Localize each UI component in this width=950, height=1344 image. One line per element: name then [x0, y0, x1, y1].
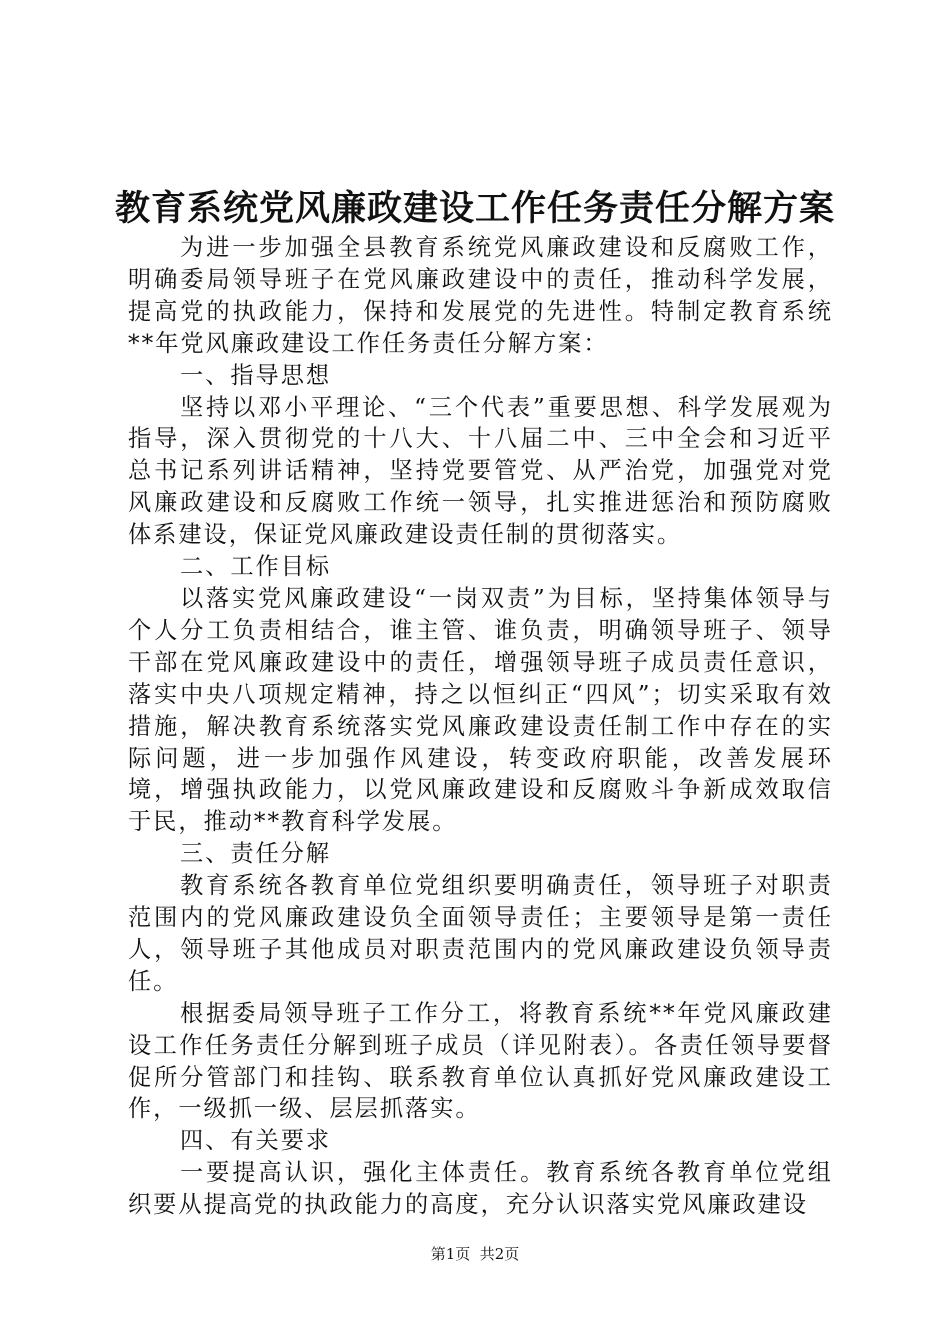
responsibility-paragraph-2: 根据委局领导班子工作分工，将教育系统**年党风廉政建设工作任务责任分解到班子成员（详见附表）。各责任领导要督促所分管部门和挂钩、联系教育单位认真抓好党风廉政建设工作，一级抓一级、层层抓落实。 [128, 999, 833, 1123]
section-heading-work-goal: 二、工作目标 [180, 553, 332, 581]
work-goal-paragraph: 以落实党风廉政建设“一岗双责”为目标，坚持集体领导与个人分工负责相结合，谁主管、谁负责，明确领导班子、领导干部在党风廉政建设中的责任，增强领导班子成员责任意识，落实中央八项规定精神，持之以恒纠正“四风”；切实采取有效措施，解决教育系统落实党风廉政建设责任制工作中存在的实际问题，进一步加强作风建设，转变政府职能，改善发展环境，增强执政能力，以党风廉政建设和反腐败斗争新成效取信于民，推动**教育科学发展。 [128, 584, 833, 836]
document-title: 教育系统党风廉政建设工作任务责任分解方案 [114, 188, 835, 229]
section-heading-responsibility: 三、责任分解 [180, 840, 332, 868]
section-heading-requirements: 四、有关要求 [180, 1127, 332, 1155]
intro-paragraph: 为进一步加强全县教育系统党风廉政建设和反腐败工作，明确委局领导班子在党风廉政建设中的责任，推动科学发展，提高党的执政能力，保持和发展党的先进性。特制定教育系统**年党风廉政建设工作任务责任分解方案： [128, 234, 833, 357]
document-body [128, 232, 833, 1221]
section-heading-guiding-thought: 一、指导思想 [180, 361, 332, 389]
requirements-paragraph-1: 一要提高认识，强化主体责任。教育系统各教育单位党组织要从提高党的执政能力的高度，充分认识落实党风廉政建设 [128, 1159, 833, 1219]
page-number-footer: 第1页 共2页 [430, 1245, 520, 1263]
guiding-thought-paragraph: 坚持以邓小平理论、“三个代表”重要思想、科学发展观为指导，深入贯彻党的十八大、十八届二中、三中全会和习近平总书记系列讲话精神，坚持党要管党、从严治党，加强党对党风廉政建设和反腐败工作统一领导，扎实推进惩治和预防腐败体系建设，保证党风廉政建设责任制的贯彻落实。 [128, 393, 833, 549]
responsibility-paragraph-1: 教育系统各教育单位党组织要明确责任，领导班子对职责范围内的党风廉政建设负全面领导责任；主要领导是第一责任人，领导班子其他成员对职责范围内的党风廉政建设负领导责任。 [128, 872, 833, 995]
